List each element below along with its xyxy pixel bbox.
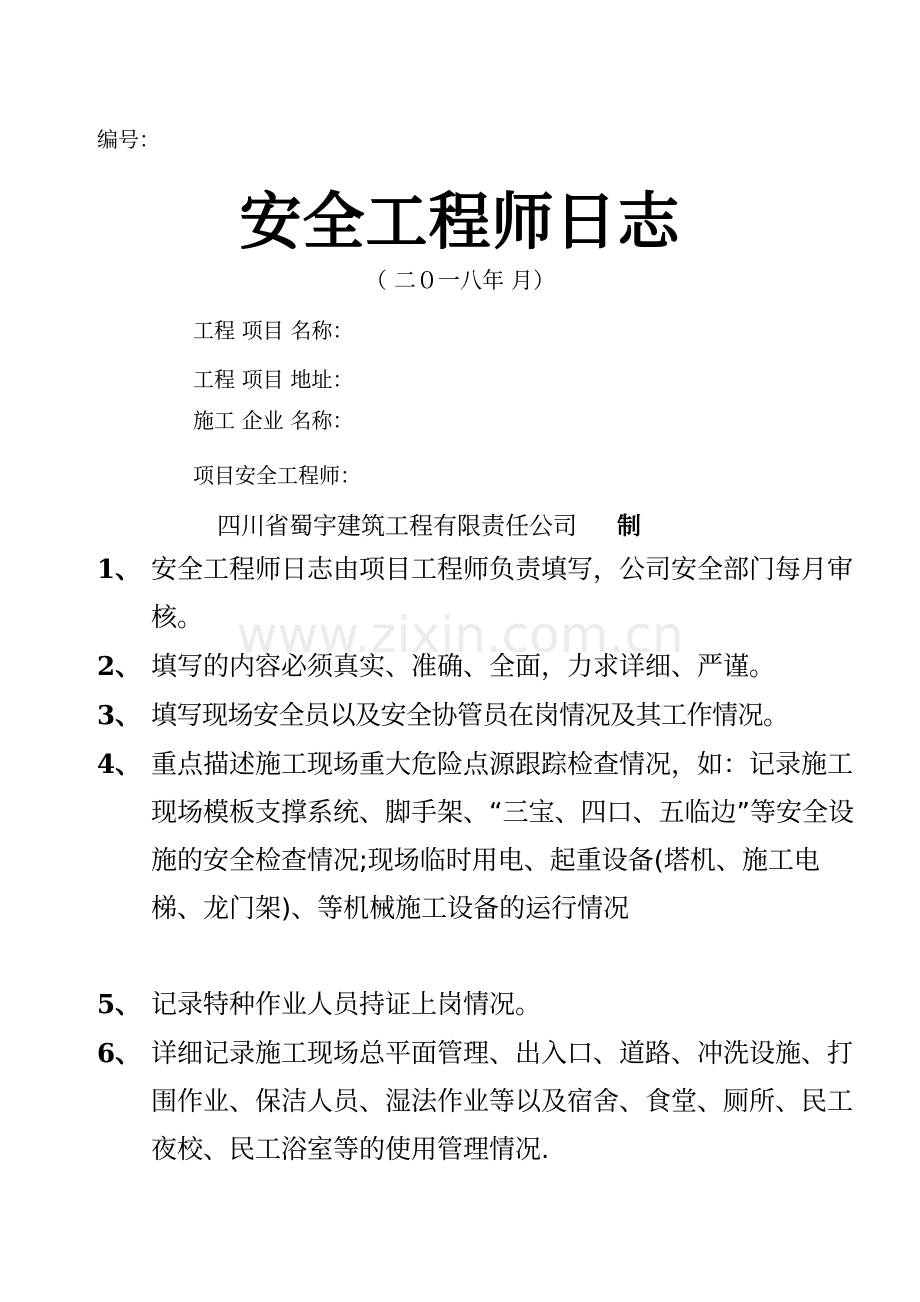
instruction-number: 3、 <box>97 701 142 731</box>
instruction-number: 4、 <box>97 750 142 780</box>
instruction-item <box>97 692 857 740</box>
instruction-item <box>97 741 857 933</box>
instruction-item <box>97 1030 857 1174</box>
instruction-item <box>97 981 857 1029</box>
instruction-text: 填写的内容必须真实、准确、全面，力求详细、严谨。 <box>151 652 776 682</box>
document-title: 安全工程师日志 <box>239 185 681 258</box>
serial-number-label: 编号： <box>97 128 160 152</box>
instruction-number: 1、 <box>97 555 142 585</box>
instruction-number: 5、 <box>97 990 142 1020</box>
safety-engineer-field: 项目安全工程师： <box>193 464 361 488</box>
instruction-item <box>97 643 857 691</box>
instruction-text: 记录特种作业人员持证上岗情况。 <box>151 990 542 1020</box>
instruction-text: 填写现场安全员以及安全协管员在岗情况及其工作情况。 <box>151 701 789 731</box>
construction-company-field: 施工 企业 名称： <box>193 409 354 433</box>
instruction-text: 详细记录施工现场总平面管理、出入口、道路、冲洗设施、打围作业、保洁人员、湿法作业等以及宿舍、食堂、厕所、民工夜校、民工浴室等的使用管理情况. <box>151 1039 854 1165</box>
instruction-number: 2、 <box>97 652 142 682</box>
project-name-field: 工程 项目 名称： <box>193 319 354 343</box>
issuer-company-name: 四川省蜀宇建筑工程有限责任公司 <box>217 512 577 540</box>
period-line: （ 二０一八年 月） <box>365 269 555 294</box>
instruction-text: 重点描述施工现场重大危险点源跟踪检查情况，如：记录施工现场模板支撑系统、脚手架、“三宝、四口、五临边”等安全设施的安全检查情况;现场临时用电、起重设备(塔机、施工电梯、龙门架)、等机械施工设备的运行情况 <box>151 750 854 924</box>
instruction-number: 6、 <box>97 1039 142 1069</box>
instruction-item <box>97 546 857 642</box>
issuer-made-label: 制 <box>617 512 641 540</box>
instruction-text: 安全工程师日志由项目工程师负责填写，公司安全部门每月审核。 <box>151 555 854 633</box>
project-address-field: 工程 项目 地址： <box>193 368 354 392</box>
issuer-line <box>217 506 641 541</box>
watermark-text: www.zixin.com.cn <box>236 606 684 664</box>
